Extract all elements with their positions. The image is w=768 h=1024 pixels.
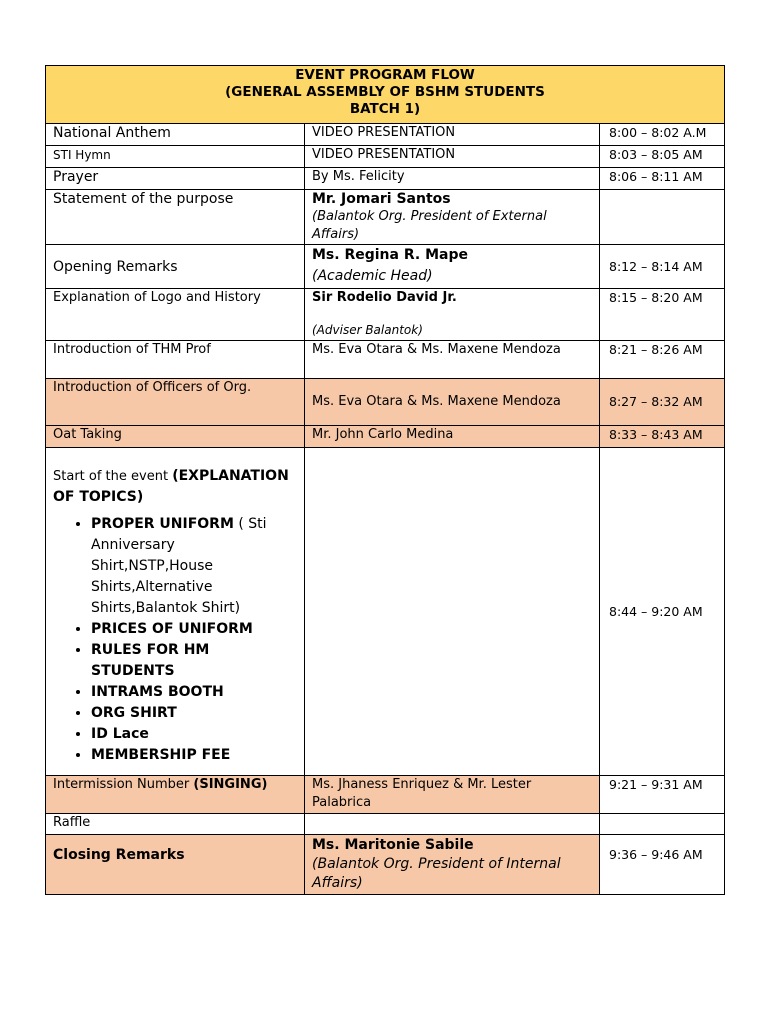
time-cell [600,190,725,245]
table-row-highlight [46,835,725,895]
person-cell: By Ms. Felicity [305,168,600,190]
event-start-text [53,466,297,508]
person-role: (Academic Head) [312,268,433,284]
person-role: (Balantok Org. President of Internal Affairs) [312,856,561,891]
time-cell: 8:00 – 8:02 A.M [600,124,725,146]
topic-uniform: PROPER UNIFORM [91,516,234,532]
intermission-label: Intermission Number [53,777,194,792]
intermission-bold: (SINGING) [193,777,268,792]
activity-cell: Introduction of Officers of Org. [46,379,305,426]
time-cell: 8:33 – 8:43 AM [600,426,725,448]
table-row-highlight [46,379,725,426]
table-title [46,66,725,124]
topic-membership: MEMBERSHIP FEE [91,747,231,763]
activity-cell: Statement of the purpose [46,190,305,245]
activity-cell: Prayer [46,168,305,190]
time-cell: 9:21 – 9:31 AM [600,776,725,814]
table-row [46,814,725,835]
activity-cell [46,448,305,776]
list-item [91,745,297,766]
list-item [91,724,297,745]
person-name: Ms. Regina R. Mape [312,247,468,263]
table-row-highlight [46,426,725,448]
title-line-3: BATCH 1) [349,101,421,117]
person-cell: Ms. Eva Otara & Ms. Maxene Mendoza [305,379,600,426]
person-cell [305,190,600,245]
event-start-label: Start of the event [53,469,173,484]
activity-cell: Oat Taking [46,426,305,448]
activity-cell: STI Hymn [46,146,305,168]
table-row [46,341,725,379]
table-row [46,168,725,190]
title-line-1: EVENT PROGRAM FLOW [295,67,475,83]
list-item [91,640,297,682]
topic-prices: PRICES OF UNIFORM [91,621,253,637]
list-item [91,514,297,619]
time-cell: 8:21 – 8:26 AM [600,341,725,379]
activity-cell: Introduction of THM Prof [46,341,305,379]
activity-cell: Explanation of Logo and History [46,289,305,341]
time-cell: 8:27 – 8:32 AM [600,379,725,426]
topic-id-lace: ID Lace [91,726,149,742]
title-line-2: (GENERAL ASSEMBLY OF BSHM STUDENTS [225,84,545,100]
list-item [91,703,297,724]
activity-cell: Closing Remarks [46,835,305,895]
person-role: (Adviser Balantok) [312,323,423,337]
time-cell: 8:03 – 8:05 AM [600,146,725,168]
table-row [46,289,725,341]
person-cell: VIDEO PRESENTATION [305,124,600,146]
table-row [46,448,725,776]
header-row [46,66,725,124]
time-cell [600,814,725,835]
activity-cell: Opening Remarks [46,245,305,289]
person-cell: VIDEO PRESENTATION [305,146,600,168]
person-name: Mr. Jomari Santos [312,191,451,207]
time-cell: 8:12 – 8:14 AM [600,245,725,289]
list-item [91,682,297,703]
person-name: Ms. Maritonie Sabile [312,837,474,853]
table-row [46,146,725,168]
person-cell [305,448,600,776]
table-row [46,124,725,146]
list-item [91,619,297,640]
time-cell: 8:06 – 8:11 AM [600,168,725,190]
person-cell: Ms. Eva Otara & Ms. Maxene Mendoza [305,341,600,379]
table-row-highlight [46,776,725,814]
topics-list [53,514,297,766]
program-flow-table [45,65,725,895]
time-cell: 9:36 – 9:46 AM [600,835,725,895]
topic-uniform-detail: ( Sti Anniversary Shirt,NSTP,House Shirts,Alternative Shirts,Balantok Shirt) [91,516,267,616]
person-name: Sir Rodelio David Jr. [312,290,457,305]
topic-org-shirt: ORG SHIRT [91,705,177,721]
person-cell [305,289,600,341]
activity-cell: National Anthem [46,124,305,146]
activity-cell: Raffle [46,814,305,835]
table-row [46,245,725,289]
person-cell: Ms. Jhaness Enriquez & Mr. Lester Palabrica [305,776,600,814]
person-cell [305,835,600,895]
event-start-bold: (EXPLANATION OF TOPICS) [53,468,289,505]
table-row [46,190,725,245]
person-cell [305,814,600,835]
person-cell [305,245,600,289]
person-role: (Balantok Org. President of External Affairs) [312,209,547,242]
topic-intrams: INTRAMS BOOTH [91,684,224,700]
person-cell: Mr. John Carlo Medina [305,426,600,448]
activity-cell [46,776,305,814]
time-cell: 8:15 – 8:20 AM [600,289,725,341]
topic-rules: RULES FOR HM STUDENTS [91,642,210,679]
time-cell: 8:44 – 9:20 AM [600,448,725,776]
